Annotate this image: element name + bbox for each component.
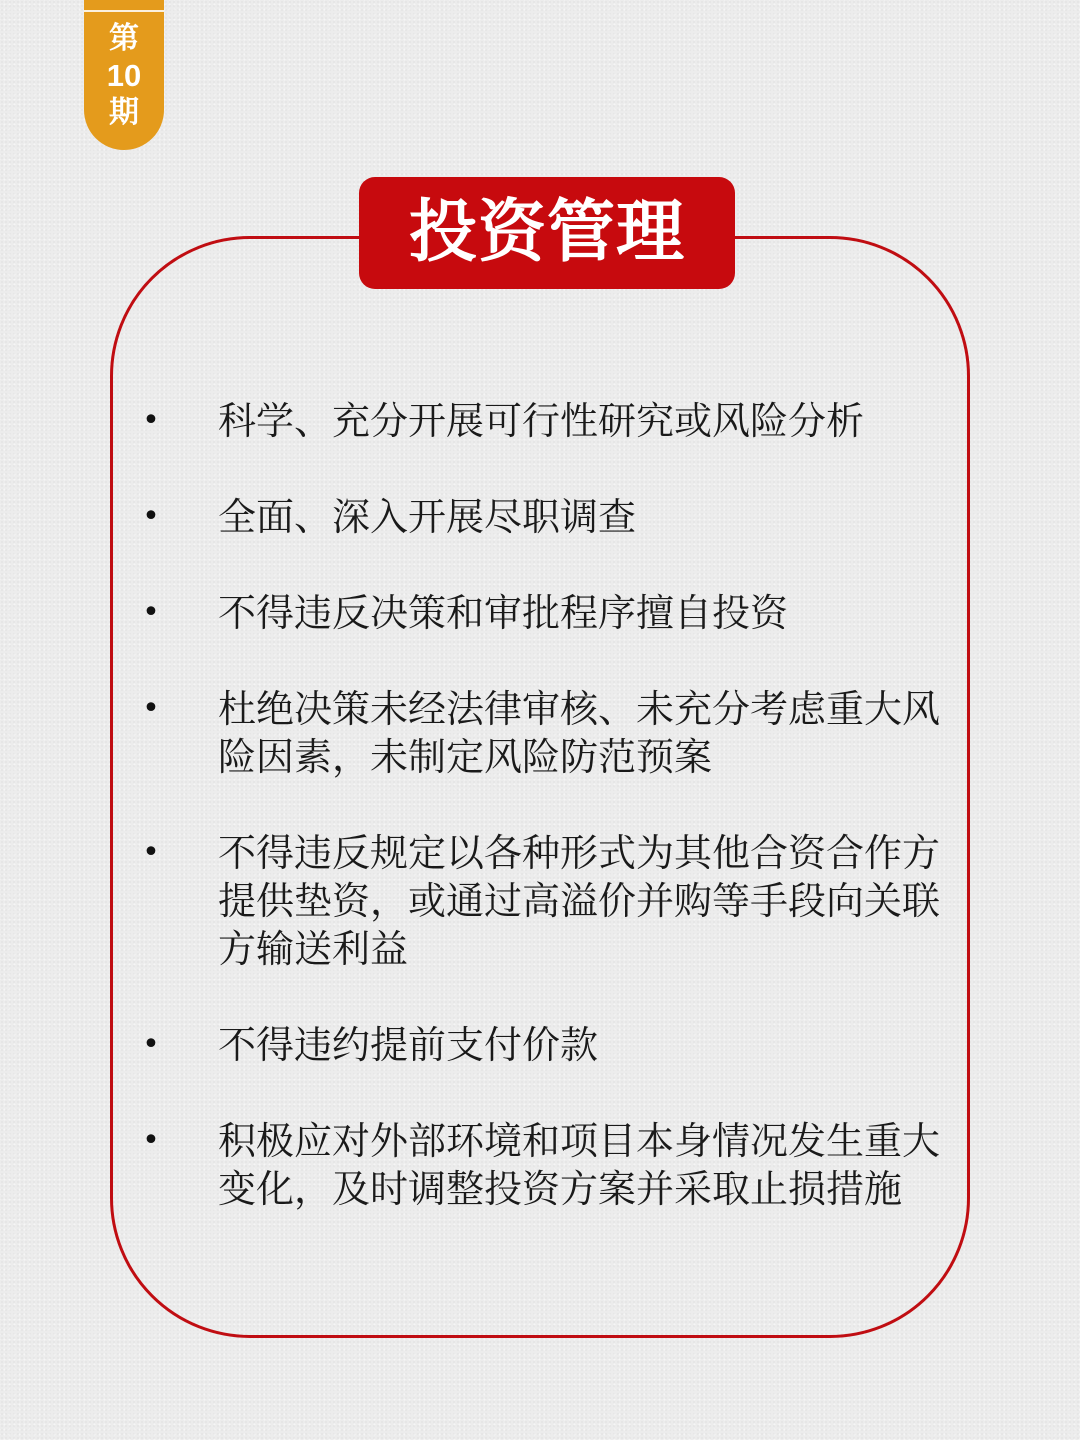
list-item-text: 科学、充分开展可行性研究或风险分析 bbox=[218, 399, 865, 443]
list-item-text: 杜绝决策未经法律审核、未充分考虑重大风险因素，未制定风险防范预案 bbox=[218, 687, 941, 779]
list-item-text: 全面、深入开展尽职调查 bbox=[218, 495, 637, 539]
list-item-text: 积极应对外部环境和项目本身情况发生重大变化，及时调整投资方案并采取止损措施 bbox=[218, 1119, 941, 1211]
list-item-text: 不得违反规定以各种形式为其他合资合作方提供垫资，或通过高溢价并购等手段向关联方输送利益 bbox=[218, 831, 941, 971]
list-item-text: 不得违反决策和审批程序擅自投资 bbox=[218, 591, 789, 635]
bullet-icon: • bbox=[142, 691, 160, 726]
issue-number-badge bbox=[84, 0, 164, 150]
bullet-icon: • bbox=[142, 1123, 160, 1158]
issue-badge-prefix: 第 bbox=[109, 20, 139, 56]
bullet-icon: • bbox=[142, 835, 160, 870]
bullet-icon: • bbox=[142, 403, 160, 438]
issue-badge-number: 10 bbox=[106, 57, 142, 93]
issue-badge-suffix: 期 bbox=[109, 94, 139, 130]
list-item-text: 不得违约提前支付价款 bbox=[218, 1023, 599, 1067]
page-title: 投资管理 bbox=[359, 177, 735, 289]
bullet-icon: • bbox=[142, 499, 160, 534]
bullet-icon: • bbox=[142, 1027, 160, 1062]
bullet-icon: • bbox=[142, 595, 160, 630]
